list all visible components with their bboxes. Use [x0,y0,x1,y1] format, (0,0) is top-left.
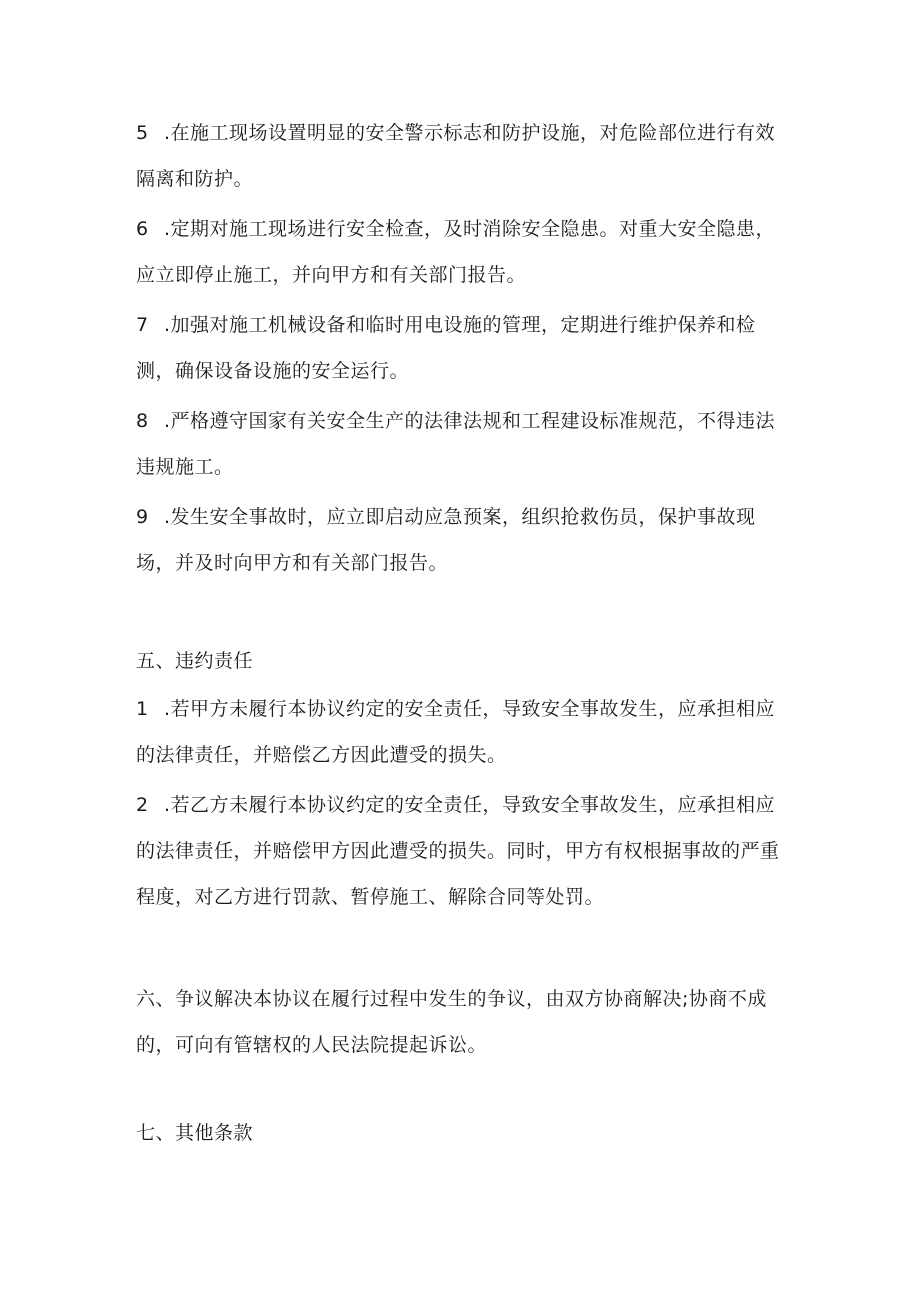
clause-text: .严格遵守国家有关安全生产的法律法规和工程建设标准规范，不得违法违规施工。 [136,410,776,478]
clause-text: .发生安全事故时，应立即启动应急预案，组织抢救伤员，保护事故现场，并及时向甲方和有关部门报告。 [136,506,756,574]
clause-item-5 [136,110,786,202]
clause-number: 1 [136,698,149,720]
clause-item-9 [136,494,786,586]
clause-text: .加强对施工机械设备和临时用电设施的管理，定期进行维护保养和检测，确保设备设施的安全运行。 [136,314,756,382]
clause-number: 2 [136,794,149,816]
breach-item-2 [136,782,786,920]
section-heading-other-terms: 七、其他条款 [136,1122,254,1144]
clause-text: .定期对施工现场进行安全检查，及时消除安全隐患。对重大安全隐患，应立即停止施工，并向甲方和有关部门报告。 [136,218,776,286]
breach-item-1 [136,686,786,778]
clause-number: 8 [136,410,149,432]
clause-text: .若甲方未履行本协议约定的安全责任，导致安全事故发生，应承担相应的法律责任，并赔偿乙方因此遭受的损失。 [136,698,776,766]
clause-item-8 [136,398,786,490]
clause-number: 7 [136,314,149,336]
clause-text: .在施工现场设置明显的安全警示标志和防护设施，对危险部位进行有效隔离和防护。 [136,122,776,190]
clause-item-7 [136,302,786,394]
clause-number: 9 [136,506,149,528]
clause-text: .若乙方未履行本协议约定的安全责任，导致安全事故发生，应承担相应的法律责任，并赔偿甲方因此遭受的损失。同时，甲方有权根据事故的严重程度，对乙方进行罚款、暂停施工、解除合同等处罚。 [136,794,780,908]
clause-number: 5 [136,122,149,144]
clause-number: 6 [136,218,149,240]
clause-item-6 [136,206,786,298]
section-dispute-resolution: 六、争议解决本协议在履行过程中发生的争议，由双方协商解决;协商不成的，可向有管辖权的人民法院提起诉讼。 [136,988,767,1056]
section-heading-breach: 五、违约责任 [136,650,254,672]
